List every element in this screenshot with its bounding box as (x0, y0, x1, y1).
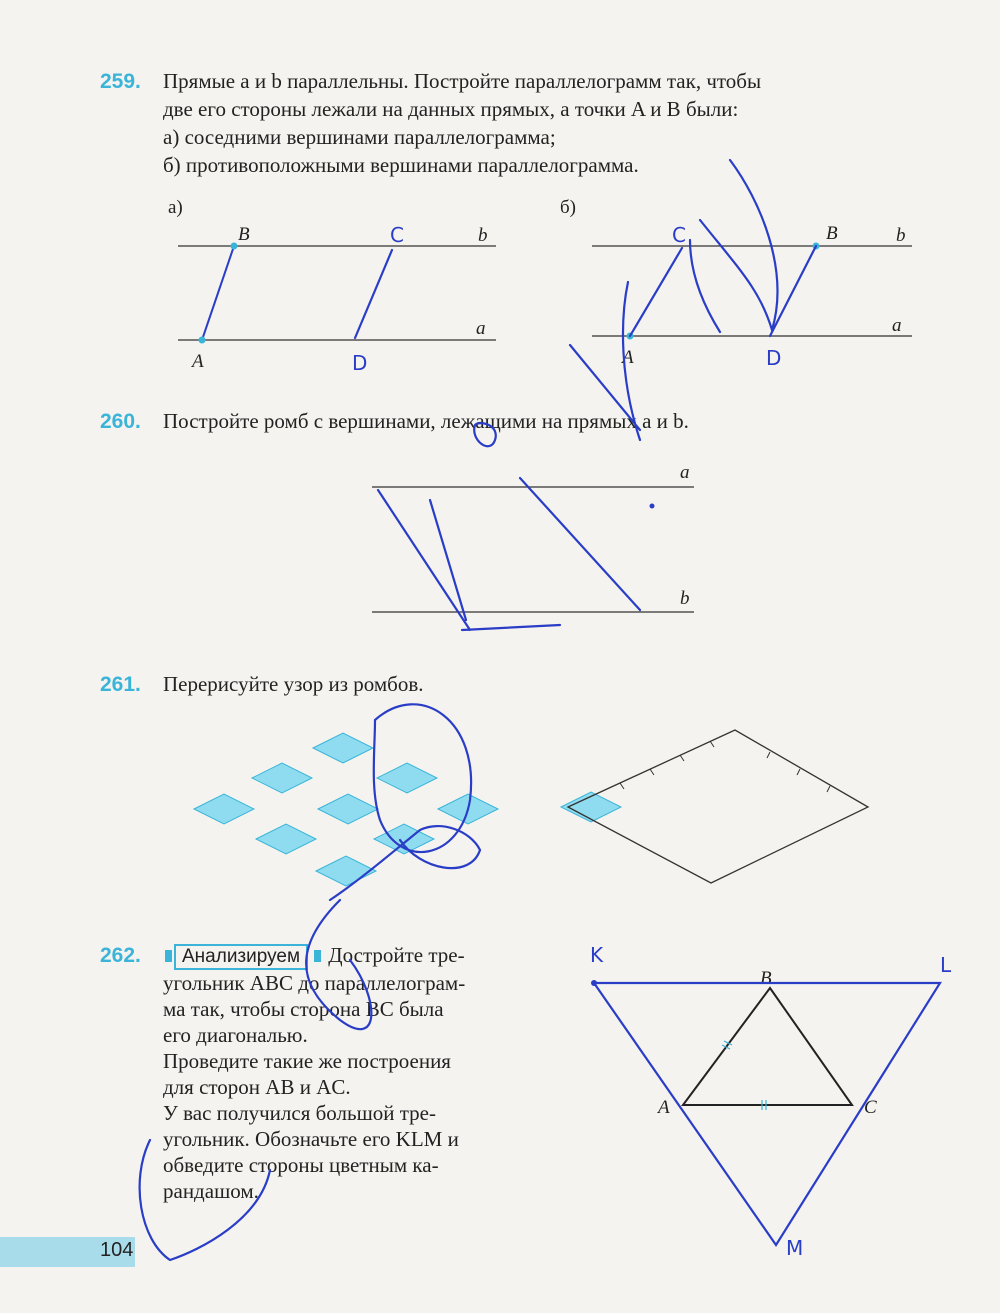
label-b-260: b (680, 588, 690, 609)
point-B-259a (231, 243, 238, 250)
analyze-badge: Анализируем (174, 944, 308, 970)
hand-triangle-KLM (594, 983, 940, 1245)
p262-line-4: Проведите такие же построения (163, 1049, 451, 1073)
p259-line-3: а) соседними вершинами параллелограмма; (163, 125, 556, 149)
figure-261-pattern (194, 733, 621, 886)
equal-marks (722, 1041, 766, 1110)
rhombus-7 (256, 824, 316, 854)
rhombus-1 (313, 733, 373, 763)
rhombus-4 (194, 794, 254, 824)
figure-259b (560, 160, 912, 440)
p260-line-1: Постройте ромб с вершинами, лежащими на прямых a и b. (163, 409, 689, 433)
hand-dot-260 (650, 504, 655, 509)
figure-262 (590, 943, 952, 1260)
hand-side-AC (630, 248, 682, 336)
label-B-262: B (760, 968, 772, 989)
triangle-ABC (683, 988, 852, 1105)
label-B-259b: B (826, 223, 838, 244)
problem-number-260: 260. (100, 410, 141, 433)
p262-line-3: его диагональю. (163, 1023, 308, 1047)
page-number: 104 (100, 1239, 134, 1261)
problem-number-259: 259. (100, 70, 141, 93)
figure-259a (168, 197, 496, 375)
hand-label-C-259b: C (672, 223, 686, 247)
rhombus-9 (316, 856, 376, 886)
hand-segment-CD (355, 250, 392, 338)
label-A-259b: A (622, 347, 634, 368)
hand-label-K: K (590, 943, 604, 967)
label-b-259a: b (478, 225, 488, 246)
p262-line-1: угольник ABC до параллелограм- (163, 971, 466, 995)
p262-line-9: рандашом. (163, 1179, 259, 1203)
hand-label-D-259b: D (766, 346, 782, 370)
p262-line-6: У вас получился большой тре- (163, 1101, 436, 1125)
label-A-259a: A (192, 351, 204, 372)
problem-number-261: 261. (100, 673, 141, 696)
hand-scribble-262 (140, 900, 372, 1260)
label-a-259b: a (892, 315, 902, 336)
label-b-259b: b (896, 225, 906, 246)
p262-line-8: обведите стороны цветным ка- (163, 1153, 439, 1177)
hand-label-C: C (390, 223, 404, 247)
hand-label-L: L (940, 953, 952, 977)
p261-line-1: Перерисуйте узор из ромбов. (163, 672, 424, 696)
hand-label-D: D (352, 351, 368, 375)
p262-line-0-text: Достройте тре- (328, 943, 465, 967)
rhombus-2 (252, 763, 312, 793)
p262-line-2: ма так, чтобы сторона BC была (163, 997, 444, 1021)
p259-line-2: две его стороны лежали на данных прямых, а точки A и B были: (163, 97, 739, 121)
rhombus-5 (318, 794, 378, 824)
label-a-260: a (680, 462, 690, 483)
hand-point-K (591, 980, 597, 986)
point-A-259a (199, 337, 206, 344)
p259-line-4: б) противоположными вершинами параллелограмма. (163, 153, 639, 177)
label-a-259a: a (476, 318, 486, 339)
p262-line-7: угольник. Обозначьте его KLM и (163, 1127, 459, 1151)
fig-b-label: б) (560, 197, 576, 218)
figure-260 (372, 423, 694, 630)
p259-line-1: Прямые a и b параллельны. Постройте параллелограмм так, чтобы (163, 69, 762, 93)
problem-number-262: 262. (100, 944, 141, 967)
p262-line-5: для сторон AB и AC. (163, 1075, 351, 1099)
label-A-262: A (658, 1097, 670, 1118)
rhombus-3 (377, 763, 437, 793)
label-B-259a: B (238, 224, 250, 245)
segment-AB-259a (202, 246, 234, 340)
hand-label-M: M (786, 1236, 804, 1260)
label-C-262: C (864, 1097, 877, 1118)
hand-scribble-260 (378, 423, 640, 630)
fig-a-label: а) (168, 197, 183, 218)
